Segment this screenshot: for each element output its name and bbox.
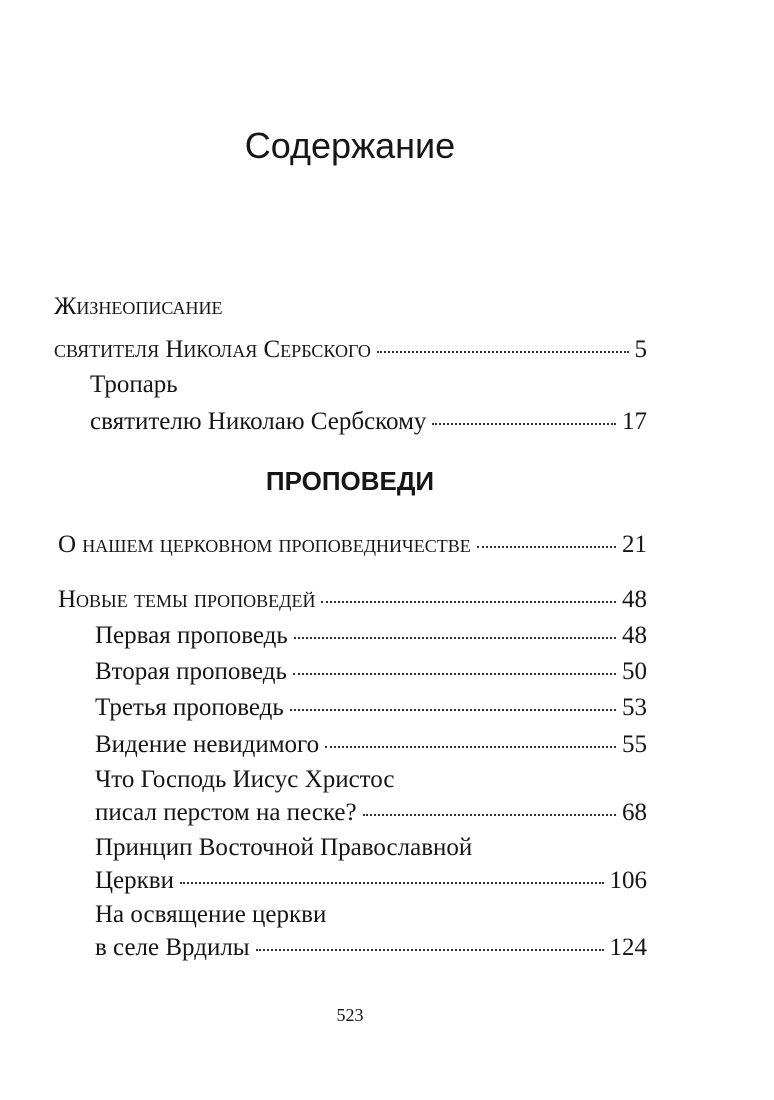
toc-entry-second[interactable] [95,655,647,689]
toc-entry-principle[interactable] [95,864,647,898]
toc-entry-what-wrote-line1: Что Господь Иисус Христос [95,766,395,793]
dot-leader [256,949,604,951]
toc-entry-page: 53 [622,694,647,721]
dot-leader [293,673,616,675]
toc-entry-first[interactable] [95,619,647,653]
toc-entry-page: 50 [622,658,647,685]
toc-entry-principle-line1: Принцип Восточной Православной [95,834,473,861]
toc-entry-title: святителя Николая Сербского [54,336,371,363]
toc-entry-page: 48 [622,586,647,613]
toc-entry-title: святителю Николаю Сербскому [90,408,427,435]
toc-entry-consecration[interactable] [95,931,647,965]
dot-leader [321,601,616,603]
toc-entry-life[interactable] [54,333,647,367]
toc-entry-title: Церкви [95,867,174,894]
toc-entry-title: Третья проповедь [95,694,284,721]
toc-entry-title: Первая проповедь [95,622,288,649]
toc-entry-consecration-line1: На освящение церкви [95,901,327,928]
page-title: Содержание [244,125,456,166]
dot-leader [377,351,629,353]
toc-entry-page: 106 [609,867,647,894]
toc-entry-page: 21 [622,531,647,558]
toc-entry-troparion[interactable] [90,405,647,439]
toc-entry-new-themes[interactable] [58,583,647,617]
dot-leader [294,637,616,639]
page-number: 523 [336,1005,364,1025]
dot-leader [180,882,604,884]
toc-entry-title: Видение невидимого [95,731,320,758]
dot-leader [432,423,616,425]
toc-entry-church-preaching[interactable] [58,528,647,562]
toc-entry-page: 17 [622,408,647,435]
toc-entry-title: О нашем церковном проповедничестве [58,531,471,558]
section-heading: ПРОПОВЕДИ [265,466,435,496]
toc-entry-title: Новые темы проповедей [58,586,316,613]
toc-entry-page: 55 [622,731,647,758]
toc-entry-page: 48 [622,622,647,649]
toc-entry-what-wrote[interactable] [95,796,647,830]
dot-leader [363,814,616,816]
dot-leader [325,746,616,748]
dot-leader [290,709,616,711]
toc-entry-title: Вторая проповедь [95,658,287,685]
toc-entry-page: 5 [634,336,647,363]
toc-entry-vision[interactable] [95,728,647,762]
toc-entry-title: в селе Врдилы [95,934,250,961]
toc-entry-third[interactable] [95,691,647,725]
toc-entry-title: писал перстом на песке? [95,799,357,826]
dot-leader [477,546,616,548]
toc-entry-troparion-line1: Тропарь [90,371,178,398]
toc-entry-life-line1: Жизнеописание [54,293,223,320]
toc-entry-page: 124 [609,934,647,961]
toc-entry-page: 68 [622,799,647,826]
